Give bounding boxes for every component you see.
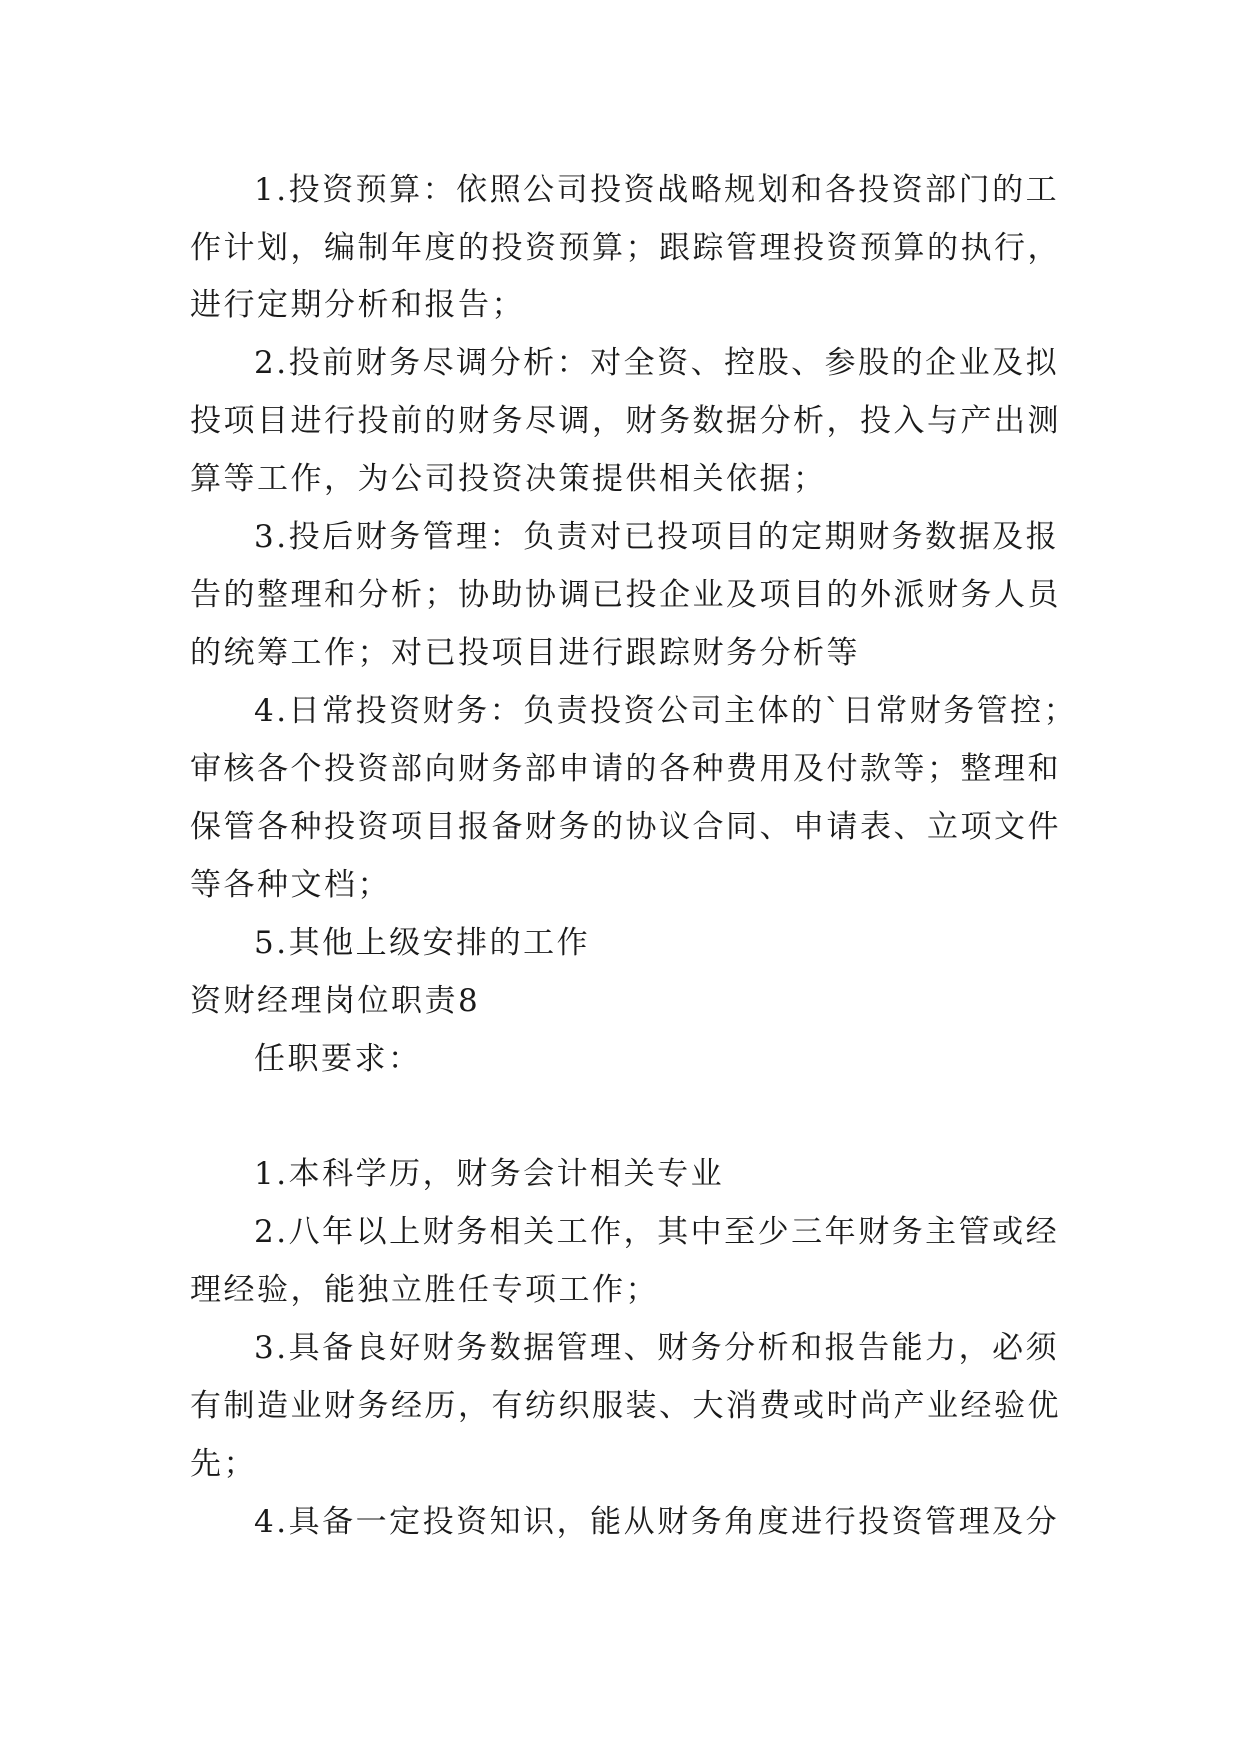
paragraph-line: 进行定期分析和报告； [190, 287, 525, 323]
paragraph-line: 5.其他上级安排的工作 [254, 925, 591, 961]
paragraph-line: 2.八年以上财务相关工作，其中至少三年财务主管或经 [254, 1214, 1060, 1250]
paragraph-line: 4.具备一定投资知识，能从财务角度进行投资管理及分 [254, 1504, 1060, 1540]
paragraph-line: 作计划，编制年度的投资预算；跟踪管理投资预算的执行， [190, 230, 1061, 266]
paragraph-line: 投项目进行投前的财务尽调，财务数据分析，投入与产出测 [190, 403, 1061, 439]
paragraph-line: 4.日常投资财务：负责投资公司主体的`日常财务管控； [254, 693, 1078, 729]
paragraph-line: 等各种文档； [190, 867, 391, 903]
paragraph-line: 先； [190, 1446, 257, 1482]
section-subheading: 任职要求： [254, 1041, 422, 1077]
paragraph-line: 审核各个投资部向财务部申请的各种费用及付款等；整理和 [190, 751, 1061, 787]
paragraph-line: 理经验，能独立胜任专项工作； [190, 1272, 659, 1308]
paragraph-line: 3.投后财务管理：负责对已投项目的定期财务数据及报 [254, 519, 1060, 555]
paragraph-line: 的统筹工作；对已投项目进行跟踪财务分析等 [190, 635, 860, 671]
paragraph-line: 1.本科学历，财务会计相关专业 [254, 1156, 725, 1192]
paragraph-line: 告的整理和分析；协助协调已投企业及项目的外派财务人员 [190, 577, 1061, 613]
paragraph-line: 保管各种投资项目报备财务的协议合同、申请表、立项文件 [190, 809, 1061, 845]
paragraph-line: 3.具备良好财务数据管理、财务分析和报告能力，必须 [254, 1330, 1060, 1366]
paragraph-line: 算等工作，为公司投资决策提供相关依据； [190, 461, 827, 497]
paragraph-line: 1.投资预算：依照公司投资战略规划和各投资部门的工 [254, 172, 1060, 208]
paragraph-line: 有制造业财务经历，有纺织服装、大消费或时尚产业经验优 [190, 1388, 1061, 1424]
section-heading: 资财经理岗位职责8 [190, 983, 481, 1019]
paragraph-line: 2.投前财务尽调分析：对全资、控股、参股的企业及拟 [254, 345, 1060, 381]
